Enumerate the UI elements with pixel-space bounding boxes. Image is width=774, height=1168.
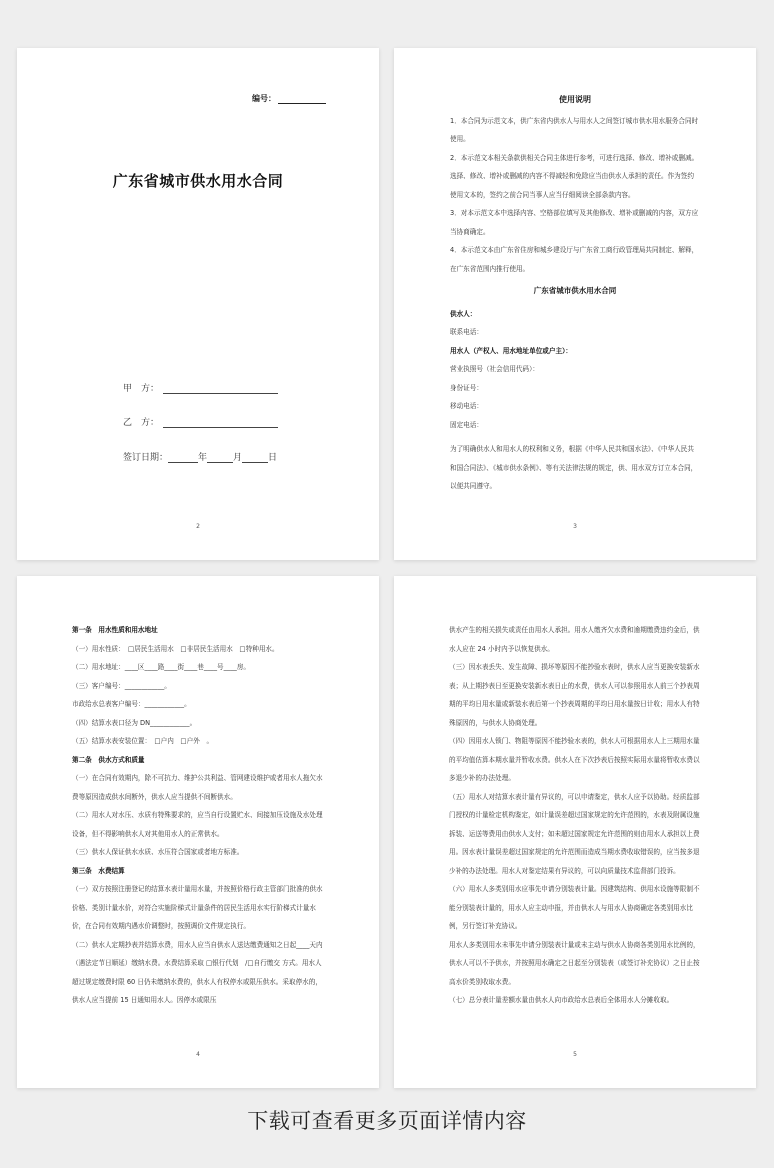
clause-paragraph: （三）因水表丢失、发生故障、损坏等原因不能抄验水表时，供水人应当更换安装新水表；从上期抄表日至更换安装新水表日止的水费，供水人可以参照用水人前三个抄表周期的平均日用水量或新装水表后第一个抄表周期的平均日用水量按日计收；用水人有特殊原因的，与供水人协商处理。 xyxy=(449,663,700,727)
clause-paragraph: （二）用水地址：____区____路____街____巷____号____房。 xyxy=(72,663,251,671)
instruction-item: 2．本示范文本相关条款供相关合同主体进行参考，可进行选择、修改、增补或删减。选择、修改、增补或删减的内容不得减轻和免除应当由供水人承担的责任。作为签约使用文本的，签约之前合同当事人应当仔细阅读全部条款内容。 xyxy=(450,153,699,199)
clause-paragraph: （五）用水人对结算水表计量有异议的，可以申请鉴定，供水人应予以协助。经质监部门授权的计量检定机构鉴定，如计量误差超过国家规定的允许范围的，水表及附属设施拆装、运送等费用由供水人支付；如未超过国家规定允许范围的则由用水人承担以上费用。因水表计量误差超过国家规定的允许范围而造成当期水费收取错误的，应当按多退少补的办法处理。用水人对鉴定结果有异议的，可以向质量技术监督部门投诉。 xyxy=(449,792,700,875)
clause-paragraph: （二）用水人对水压、水质有特殊要求的，应当自行设置贮水、间接加压设施及水处理设备，但不得影响供水人对其他用水人的正常供水。 xyxy=(72,811,323,838)
clause-paragraph: （一）双方按照注册登记的结算水表计量用水量，并按照价格行政主管部门批准的供水价格、类别计量水价，对符合实施阶梯式计量条件的居民生活用水实行阶梯式计量水价，在合同有效期内遇水价调整时，按照调价文件规定执行。 xyxy=(72,885,323,930)
day-blank xyxy=(242,452,268,463)
page-clauses-2 xyxy=(394,576,756,1088)
month-label: 月 xyxy=(233,453,243,463)
party-b-line xyxy=(163,417,278,428)
contract-subtitle: 广东省城市供水用水合同 xyxy=(533,286,617,295)
mobile-label: 移动电话： xyxy=(450,402,483,410)
fixed-phone-label: 固定电话： xyxy=(450,420,483,429)
clause-paragraph: 用水人多类别用水未事先申请分别装表计量或未主动与供水人协商各类别用水比例的，供水人可以不予供水，并按照用水确定之日起至分别装表（或签订补充协议）之日止按高水价类别收取水费。 xyxy=(449,940,700,986)
clause-paragraph: （一）在合同有效期内，除不可抗力、维护公共利益、管网建设维护或者用水人拖欠水费等原因造成供水间断外，供水人应当提供不间断供水。 xyxy=(72,774,323,801)
clause-paragraph: （七）总分表计量差额水量由供水人向市政给水总表后全体用水人分摊收取。 xyxy=(449,996,674,1004)
clause-heading: 第三条 水费结算 xyxy=(72,866,125,875)
clause-paragraph: （五）结算水表安装位置： □户内 □户外 。 xyxy=(72,737,214,745)
clause-paragraph: 市政给水总表客户编号：____________。 xyxy=(72,700,191,708)
contract-code-field xyxy=(252,93,326,104)
party-a-line xyxy=(163,383,278,394)
year-label: 年 xyxy=(198,453,208,463)
preamble-text: 为了明确供水人和用水人的权利和义务，根据《中华人民共和国水法》、《中华人民共和国合同法》、《城市供水条例》、等有关法律法规的规定，供、用水双方订立本合同，以便共同遵守。 xyxy=(450,445,698,490)
month-blank xyxy=(207,452,233,463)
supplier-label: 供水人： xyxy=(450,309,477,318)
clause-paragraph: （六）用水人多类别用水应事先申请分别装表计量。因建筑结构、供用水设施等限制不能分别装表计量的，用水人应主动申报，并由供水人与用水人协商确定各类别用水比例，另行签订补充协议。 xyxy=(449,885,700,930)
sign-date-label: 签订日期： xyxy=(123,453,169,463)
clause-paragraph: （三）客户编号：____________。 xyxy=(72,681,171,690)
clause-heading: 第一条 用水性质和用水地址 xyxy=(72,626,158,634)
clause-paragraph: （四）因用水人锁门、物阻等原因不能抄验水表的，供水人可根据用水人上三期用水量的平均值估算本期水量并暂收水费。供水人在下次抄表后按照实际用水量将暂收水费以多退少补的办法处理。 xyxy=(449,737,700,782)
page-number: 4 xyxy=(196,1051,200,1058)
clause-heading: 第二条 供水方式和质量 xyxy=(72,755,145,764)
instruction-item: 3．对本示范文本中选择内容、空格部位填写及其他修改、增补或删减的内容，双方应当协商确定。 xyxy=(450,209,699,236)
supplier-phone-label: 联系电话： xyxy=(450,328,483,336)
instruction-item: 1．本合同为示范文本，供广东省内供水人与用水人之间签订城市供水用水服务合同时使用。 xyxy=(450,116,699,143)
download-caption: 下载可查看更多页面详情内容 xyxy=(247,1109,527,1133)
page-cover xyxy=(17,48,379,560)
user-label: 用水人（产权人、用水地址单位或户主）： xyxy=(450,346,572,355)
clause-paragraph: （三）供水人保证供水水质、水压符合国家或者地方标准。 xyxy=(72,848,244,856)
page-number: 2 xyxy=(196,523,200,530)
code-label: 编号： xyxy=(252,94,276,103)
clause-paragraph: 供水产生的相关损失或责任由用水人承担。用水人缴齐欠水费和逾期缴费违约金后，供水人应在 24 小时内予以恢复供水。 xyxy=(449,626,700,653)
page-number: 5 xyxy=(573,1051,577,1058)
clause-paragraph: （一）用水性质： □居民生活用水 □非居民生活用水 □特种用水。 xyxy=(72,644,279,653)
party-b-field xyxy=(123,415,278,428)
instructions-body xyxy=(394,91,756,496)
party-a-field xyxy=(123,381,278,394)
instructions-heading: 使用说明 xyxy=(559,95,591,104)
page-clauses-1 xyxy=(17,576,379,1088)
instruction-item: 4．本示范文本由广东省住房和城乡建设厅与广东省工商行政管理局共同制定、解释，在广东省范围内推行使用。 xyxy=(450,246,699,273)
clauses-body-2 xyxy=(394,621,756,1010)
year-blank xyxy=(168,452,198,463)
clauses-body-1 xyxy=(17,621,379,1010)
party-a-label: 甲 方： xyxy=(123,384,160,394)
page-number: 3 xyxy=(573,523,577,530)
day-label: 日 xyxy=(268,453,278,463)
page-instructions xyxy=(394,48,756,560)
contract-title: 广东省城市供水用水合同 xyxy=(112,172,284,190)
clause-paragraph: （二）供水人定期抄表并结算水费，用水人应当自供水人送达缴费通知之日起____天内（遇法定节日顺延）缴纳水费。水费结算采取 □银行代划 /□自行缴交 方式。用水人超过规定缴费时限 60 日仍未缴纳水费的，供水人有权停水或限压供水。采取停水的，供水人应当提前 15 日通知用水人。因停水或限压 xyxy=(72,940,323,1004)
code-blank-line xyxy=(278,94,326,104)
id-number-label: 身份证号： xyxy=(450,383,483,392)
party-b-label: 乙 方： xyxy=(123,418,160,428)
license-label: 营业执照号（社会信用代码）： xyxy=(450,365,540,373)
sign-date-field xyxy=(123,450,277,463)
clause-paragraph: （四）结算水表口径为 DN____________。 xyxy=(72,718,197,727)
